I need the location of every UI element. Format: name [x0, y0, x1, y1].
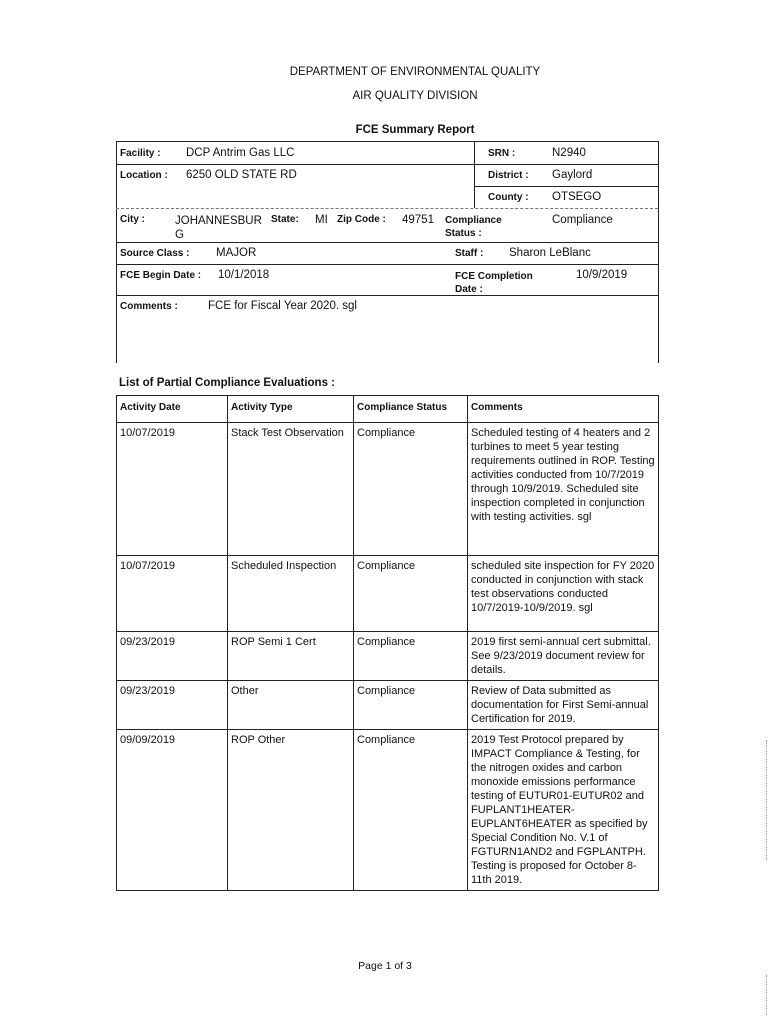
staff-value: Sharon LeBlanc	[509, 247, 591, 259]
column-header-activity-type: Activity Type	[228, 396, 354, 423]
page-number: Page 1 of 3	[358, 960, 412, 972]
department-heading: DEPARTMENT OF ENVIRONMENTAL QUALITY	[289, 66, 541, 78]
activity-date-cell: 09/23/2019	[117, 681, 228, 730]
state-value: MI	[315, 214, 328, 226]
fce-completion-value: 10/9/2019	[576, 269, 628, 281]
location-value: 6250 OLD STATE RD	[186, 169, 297, 181]
district-label: District :	[488, 170, 529, 181]
compliance-status-value: Compliance	[552, 214, 613, 226]
column-header-comments: Comments	[468, 396, 659, 423]
division-heading: AIR QUALITY DIVISION	[352, 90, 478, 102]
row-divider	[116, 264, 658, 265]
activity-type-cell: Stack Test Observation	[228, 423, 354, 556]
county-label: County :	[488, 192, 529, 203]
comments-label: Comments :	[120, 301, 178, 312]
summary-left-border	[116, 141, 117, 363]
activity-type-cell: ROP Other	[228, 730, 354, 891]
comments-cell: Review of Data submitted as documentation for First Semi-annual Certification for 2019.	[468, 681, 659, 730]
comments-cell: scheduled site inspection for FY 2020 conducted in conjunction with stack test observations conducted 10/7/2019-10/9/2019. sgl	[468, 556, 659, 632]
source-class-label: Source Class :	[120, 248, 190, 259]
zip-label: Zip Code :	[337, 214, 386, 225]
row-divider	[116, 164, 658, 165]
source-class-value: MAJOR	[216, 247, 257, 259]
fce-completion-label: FCE Completion Date :	[455, 271, 533, 295]
table-row	[117, 423, 659, 556]
compliance-status-cell: Compliance	[354, 681, 468, 730]
activity-date-cell: 09/23/2019	[117, 632, 228, 681]
activity-date-cell: 09/09/2019	[117, 730, 228, 891]
summary-right-border	[658, 141, 659, 363]
location-label: Location :	[120, 170, 168, 181]
row-divider	[116, 208, 658, 209]
compliance-status-cell: Compliance	[354, 730, 468, 891]
comments-value: FCE for Fiscal Year 2020. sgl	[208, 300, 357, 312]
activity-type-cell: ROP Semi 1 Cert	[228, 632, 354, 681]
activity-date-cell: 10/07/2019	[117, 423, 228, 556]
city-value: JOHANNESBUR G	[175, 215, 262, 241]
scan-edge-mark	[766, 975, 768, 1015]
row-divider	[474, 186, 658, 187]
table-row	[117, 556, 659, 632]
pce-table	[116, 395, 659, 891]
srn-label: SRN :	[488, 148, 516, 159]
fce-begin-label: FCE Begin Date :	[120, 270, 202, 281]
fce-begin-value: 10/1/2018	[218, 269, 270, 281]
facility-value: DCP Antrim Gas LLC	[186, 147, 295, 159]
staff-label: Staff :	[455, 248, 484, 259]
row-divider	[116, 295, 658, 296]
scan-edge-mark	[766, 740, 768, 860]
comments-cell: 2019 Test Protocol prepared by IMPACT Compliance & Testing, for the nitrogen oxides and carbon monoxide emissions performance testing of EUTUR01-EUTUR02 and FUPLANT1HEATER-EUPLANT6HEATER as specified by Special Condition No. V.1 of FGTURN1AND2 and FGPLANTPH. Testing is proposed for October 8-11th 2019.	[468, 730, 659, 891]
pce-list-title: List of Partial Compliance Evaluations :	[119, 377, 335, 389]
zip-value: 49751	[402, 214, 434, 226]
district-value: Gaylord	[552, 169, 593, 181]
column-header-activity-date: Activity Date	[117, 396, 228, 423]
activity-type-cell: Other	[228, 681, 354, 730]
srn-value: N2940	[552, 147, 586, 159]
srn-column-divider	[474, 141, 475, 208]
county-value: OTSEGO	[552, 191, 602, 203]
facility-label: Facility :	[120, 148, 161, 159]
table-row	[117, 632, 659, 681]
city-label: City :	[120, 214, 145, 225]
comments-cell: 2019 first semi-annual cert submittal. See 9/23/2019 document review for details.	[468, 632, 659, 681]
activity-date-cell: 10/07/2019	[117, 556, 228, 632]
activity-type-cell: Scheduled Inspection	[228, 556, 354, 632]
table-row	[117, 681, 659, 730]
table-header-row	[117, 396, 659, 423]
column-header-compliance-status: Compliance Status	[354, 396, 468, 423]
table-row	[117, 730, 659, 891]
compliance-status-label: Compliance Status :	[445, 215, 502, 239]
compliance-status-cell: Compliance	[354, 423, 468, 556]
state-label: State:	[271, 214, 299, 225]
report-title: FCE Summary Report	[355, 124, 475, 136]
comments-cell: Scheduled testing of 4 heaters and 2 turbines to meet 5 year testing requirements outlined in ROP. Testing activities conducted from 10/7/2019 through 10/9/2019. Scheduled site inspection completed in conjunction with testing activities. sgl	[468, 423, 659, 556]
compliance-status-cell: Compliance	[354, 632, 468, 681]
compliance-status-cell: Compliance	[354, 556, 468, 632]
row-divider	[116, 242, 658, 243]
